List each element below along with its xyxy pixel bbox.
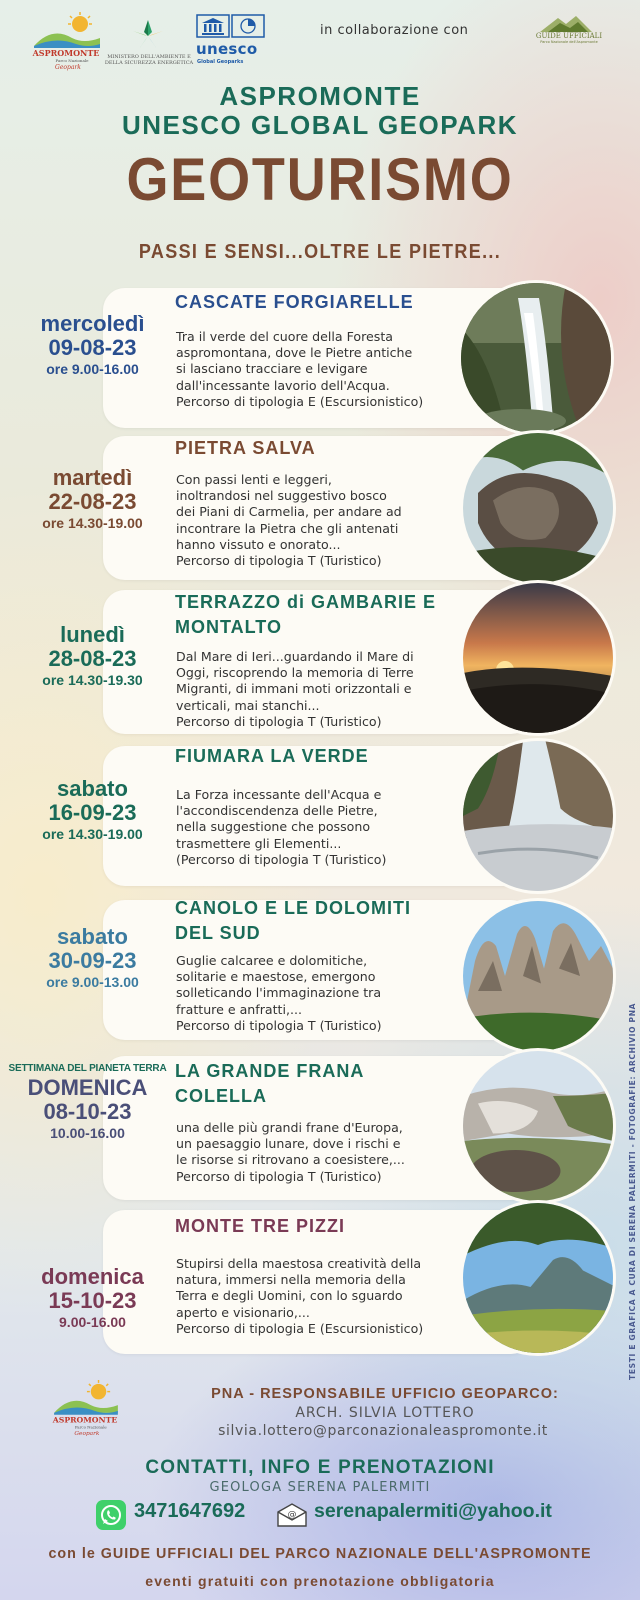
event-date-value: 09-08-23 [48,335,137,360]
subtitle: PASSI E SENSI...OLTRE LE PIETRE... [138,241,502,263]
svg-text:Parco Nazionale: Parco Nazionale [55,58,89,63]
ministry-name: MINISTERO DELL'AMBIENTE E DELLA SICUREZZA ENERGETICA [104,54,194,66]
credits-vertical-text: TESTI E GRAFICA A CURA DI SERENA PALERMITI - FOTOGRAFIE: ARCHIVIO PNA [628,1002,637,1380]
event-time: ore 9.00-16.00 [46,361,139,377]
event-title: PIETRA SALVA [175,438,316,458]
svg-text:ASPROMONTE: ASPROMONTE [32,48,100,58]
unesco-wordmark: unesco [196,40,258,58]
event-title: MONTE TRE PIZZI [175,1216,345,1236]
event-time: ore 14.30-19.00 [42,515,143,531]
svg-text:Parco Nazionale: Parco Nazionale [74,1424,107,1430]
event-description: Con passi lenti e leggeri, inoltrandosi nel suggestivo bosco dei Piani di Carmelia, per andare ad incontrare la Pietra che gli antenati hanno vissuto e onorato... Percorso di tipologia T (Turistico) [176,472,402,569]
event-date-value: 16-09-23 [48,800,137,825]
aspromonte-geopark-logo [26,12,106,72]
event-description: La Forza incessante dell'Acqua e l'accondiscendenza delle Pietre, nella suggestione che possono trasmettere gli Elementi... (Percorso di tipologia T (Turistico) [176,787,387,867]
email-address[interactable]: serenapalermiti@yahoo.it [314,1500,552,1522]
title-aspromonte: ASPROMONTE [219,81,421,111]
svg-text:Geopark: Geopark [74,1431,100,1438]
svg-text:Geopark: Geopark [55,64,81,71]
event-date [0,623,185,689]
event-date [0,1265,185,1331]
sunset-photo [460,580,616,736]
event-time: ore 14.30-19.30 [42,672,143,688]
event-description: Guglie calcaree e dolomitiche, solitarie e maestose, emergono solleticando l'immaginazione tra fratture e anfratti,... Percorso di tipologia T (Turistico) [176,953,382,1033]
pna-responsible-title: PNA - RESPONSABILE UFFICIO GEOPARCO: [211,1386,559,1402]
event-time: ore 9.00-13.00 [46,974,139,990]
dolomites-photo [460,898,616,1054]
mail-icon[interactable] [276,1502,308,1528]
event-date [0,312,185,378]
event-date-value: 08-10-23 [43,1099,132,1124]
contacts-title: CONTATTI, INFO E PRENOTAZIONI [145,1457,495,1478]
event-description: Tra il verde del cuore della Foresta aspromontana, dove le Pietre antiche si lasciano tracciare e levigare dall'incessante lavorio dell'Acqua. Percorso di tipologia E (Escursionistico) [176,329,424,409]
event-description: una delle più grandi frane d'Europa, un paesaggio lunare, dove i rischi e le risorse si ritrovano a coesistere,... Percorso di tipologia T (Turistico) [176,1120,405,1184]
event-date-value: 22-08-23 [48,489,137,514]
collaboration-label: in collaborazione con [320,23,469,38]
official-guides-note: con le GUIDE UFFICIALI DEL PARCO NAZIONALE DELL'ASPROMONTE [48,1546,592,1562]
pna-responsible-name: ARCH. SILVIA LOTTERO [295,1405,475,1421]
event-time: 9.00-16.00 [59,1314,126,1330]
star-emblem-icon [104,18,192,54]
sun-mountain-icon [26,12,106,72]
event-title: CASCATE FORGIARELLE [175,292,414,312]
ministry-logo [104,18,192,70]
event-date [0,1062,180,1142]
geologist-name: GEOLOGA SERENA PALERMITI [209,1480,431,1495]
svg-text:ASPROMONTE: ASPROMONTE [52,1415,118,1425]
event-title: FIUMARA LA VERDE [175,746,369,766]
event-special-label: SETTIMANA DEL PIANETA TERRA [8,1063,167,1074]
guide-logo-subtext: Parco Nazionale dell'Aspromonte [540,40,598,44]
mountain-icon [530,14,608,32]
guide-ufficiali-logo [530,14,608,46]
mountain-meadow-photo [460,1200,616,1356]
event-day: lunedì [60,622,125,647]
event-day: mercoledì [40,311,145,336]
event-date-value: 28-08-23 [48,646,137,671]
free-events-note: eventi gratuiti con prenotazione obbligatoria [145,1573,495,1589]
svg-text:@: @ [287,1510,297,1520]
event-date [0,925,185,991]
event-description: Dal Mare di Ieri...guardando il Mare di Oggi, riscoprendo la memoria di Terre Migranti, di immani moti orizzontali e verticali, mai stanchi... Percorso di tipologia T (Turistico) [176,649,414,729]
event-description: Stupirsi della maestosa creatività della natura, immersi nella memoria della Terra e degli Uomini, con lo sguardo aperto e visionario,... Percorso di tipologia E (Escursionistico) [176,1256,424,1336]
event-title: LA GRANDE FRANA COLELLA [175,1061,365,1106]
unesco-logo [196,14,270,66]
event-date-value: 30-09-23 [48,948,137,973]
event-title: TERRAZZO di GAMBARIE E MONTALTO [175,592,436,637]
event-day: martedì [52,465,133,490]
rock-forest-photo [460,430,616,586]
event-time: ore 14.30-19.00 [42,826,143,842]
event-date [0,777,185,843]
guide-logo-text: GUIDE UFFICIALI [535,32,603,40]
river-canyon-photo [460,738,616,894]
whatsapp-icon[interactable] [96,1500,126,1530]
unesco-temple-icon [196,14,270,40]
event-day: sabato [57,924,128,949]
unesco-subtitle: Global Geoparks [197,59,244,65]
event-day: sabato [57,776,128,801]
event-day: domenica [41,1264,144,1289]
waterfall-photo [458,280,614,436]
event-date-value: 15-10-23 [48,1288,137,1313]
title-geopark: UNESCO GLOBAL GEOPARK [121,110,518,140]
landslide-photo [460,1048,616,1204]
event-date [0,466,185,532]
event-day: DOMENICA [27,1075,148,1100]
phone-number[interactable]: 3471647692 [134,1500,246,1522]
pna-responsible-email[interactable]: silvia.lottero@parconazionaleaspromonte.it [218,1423,548,1439]
title-geoturismo: GEOTURISMO [126,146,514,213]
event-time: 10.00-16.00 [50,1125,125,1141]
event-title: CANOLO E LE DOLOMITI DEL SUD [175,898,411,943]
